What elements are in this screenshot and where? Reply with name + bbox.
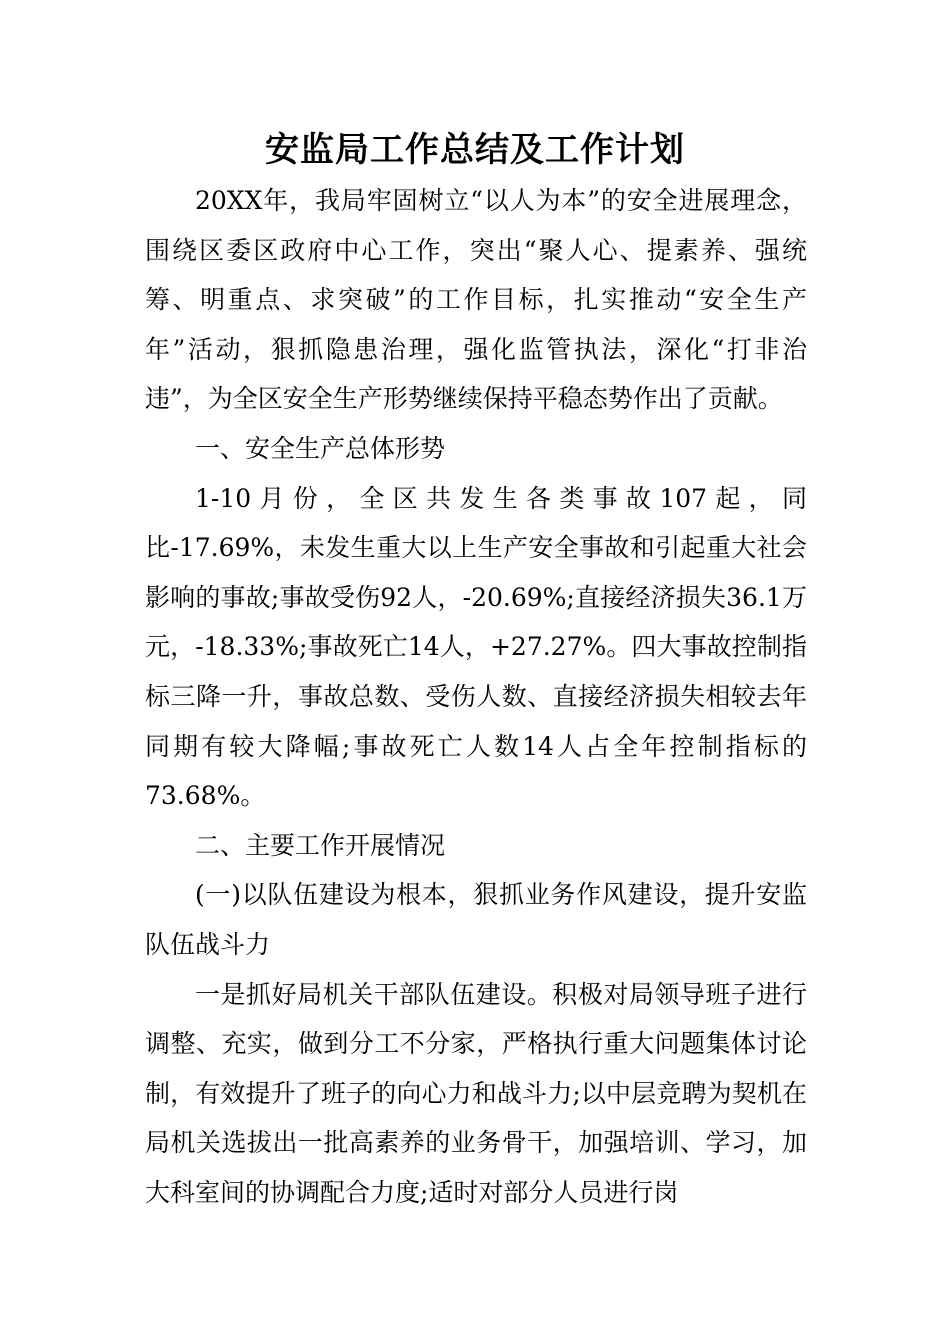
paragraph-situation: 1-10月份，全区共发生各类事故107起，同比-17.69%，未发生重大以上生产安全事故和引起重大社会影响的事故;事故受伤92人，-20.69%;直接经济损失36.1万元，-18.33%;事故死亡14人，+27.27%。四大事故控制指标三降一升，事故总数、受伤人数、直接经济损失相较去年同期有较大降幅;事故死亡人数14人占全年控制指标的73.68%。 xyxy=(145,483,807,811)
paragraph-team-building: 一是抓好局机关干部队伍建设。积极对局领导班子进行调整、充实，做到分工不分家，严格执行重大问题集体讨论制，有效提升了班子的向心力和战斗力;以中层竞聘为契机在局机关选拔出一批高素养的业务骨干，加强培训、学习，加大科室间的协调配合力度;适时对部分人员进行岗 xyxy=(145,979,807,1207)
document-body xyxy=(145,176,807,1217)
document-title: 安监局工作总结及工作计划 xyxy=(265,130,685,170)
section-heading-2: 二、主要工作开展情况 xyxy=(195,830,446,860)
section-heading-1: 一、安全生产总体形势 xyxy=(195,433,446,463)
paragraph-intro: 20XX年，我局牢固树立“以人为本”的安全进展理念，围绕区委区政府中心工作，突出“聚人心、提素养、强统筹、明重点、求突破”的工作目标，扎实推动“安全生产年”活动，狠抓隐患治理，强化监管执法，深化“打非治违”，为全区安全生产形势继续保持平稳态势作出了贡献。 xyxy=(145,186,807,414)
subsection-heading-1: (一)以队伍建设为根本，狠抓业务作风建设，提升安监队伍战斗力 xyxy=(145,880,807,959)
